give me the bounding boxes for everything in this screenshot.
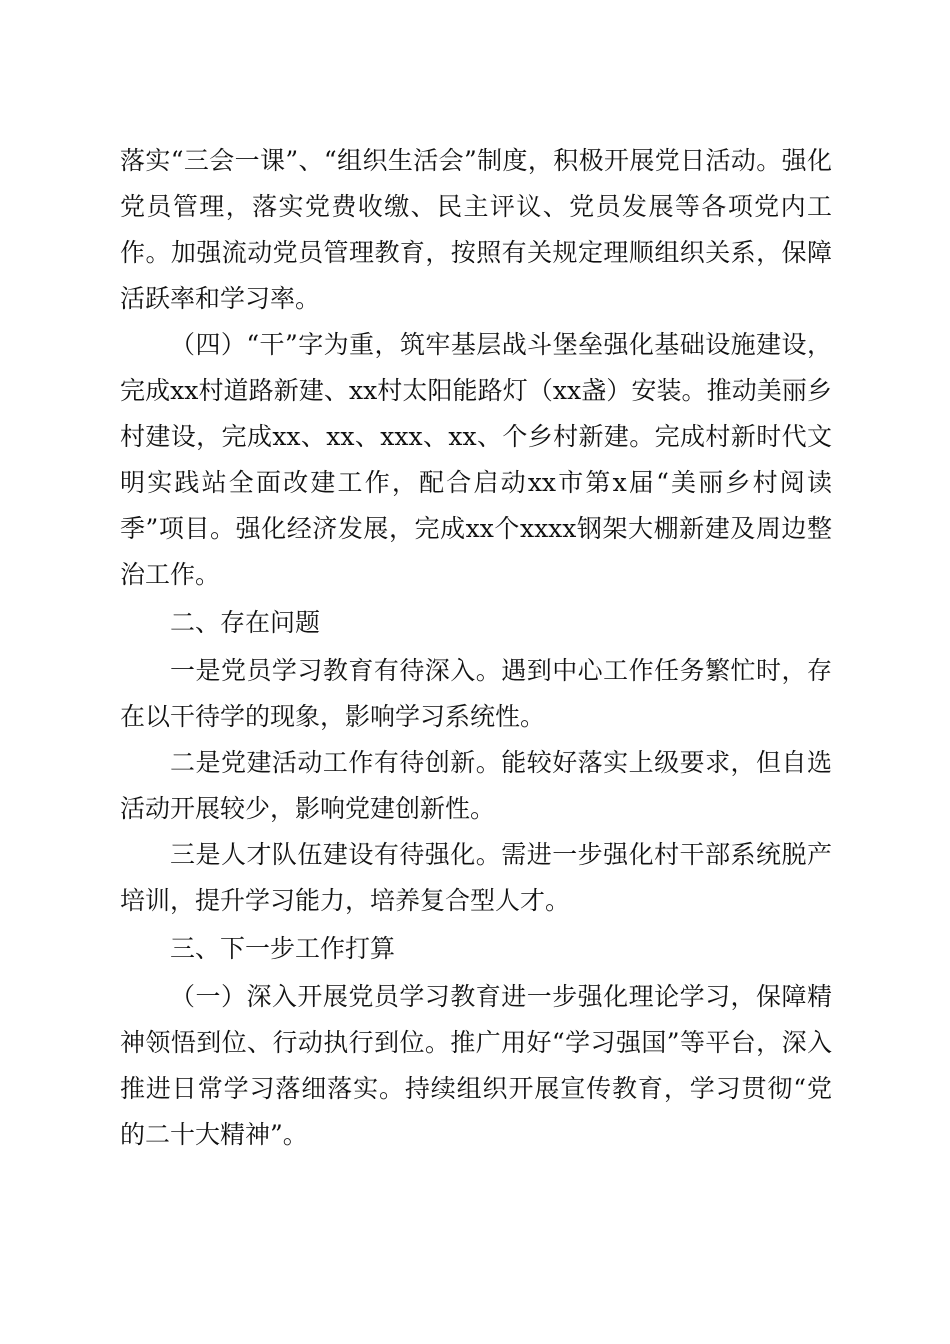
- heading-next-steps: 三、下一步工作打算: [170, 934, 396, 963]
- heading-existing-problems: 二、存在问题: [170, 608, 321, 637]
- paragraph-section-four: （四）“干”字为重，筑牢基层战斗堡垒强化基础设施建设，完成xx村道路新建、xx村太阳能路灯（xx盏）安装。推动美丽乡村建设，完成xx、xx、xxx、xx、个乡村新建。完成村新时代文明实践站全面改建工作，配合启动xx市第x届“美丽乡村阅读季”项目。强化经济发展，完成xx个xxxx钢架大棚新建及周边整治工作。: [120, 330, 832, 589]
- paragraph-party-life: 落实“三会一课”、“组织生活会”制度，积极开展党日活动。强化党员管理，落实党费收缴、民主评议、党员发展等各项党内工作。加强流动党员管理教育，按照有关规定理顺组织关系，保障活跃率和学习率。: [120, 146, 832, 313]
- paragraph-problem-three: 三是人才队伍建设有待强化。需进一步强化村干部系统脱产培训，提升学习能力，培养复合型人才。: [120, 840, 832, 915]
- paragraph-problem-two: 二是党建活动工作有待创新。能较好落实上级要求，但自选活动开展较少，影响党建创新性。: [120, 748, 832, 823]
- paragraph-next-step-one: （一）深入开展党员学习教育进一步强化理论学习，保障精神领悟到位、行动执行到位。推广用好“学习强国”等平台，深入推进日常学习落细落实。持续组织开展宣传教育，学习贯彻“党的二十大精神”。: [120, 982, 832, 1149]
- document-body: [120, 138, 832, 1158]
- paragraph-problem-one: 一是党员学习教育有待深入。遇到中心工作任务繁忙时，存在以干待学的现象，影响学习系统性。: [120, 656, 832, 731]
